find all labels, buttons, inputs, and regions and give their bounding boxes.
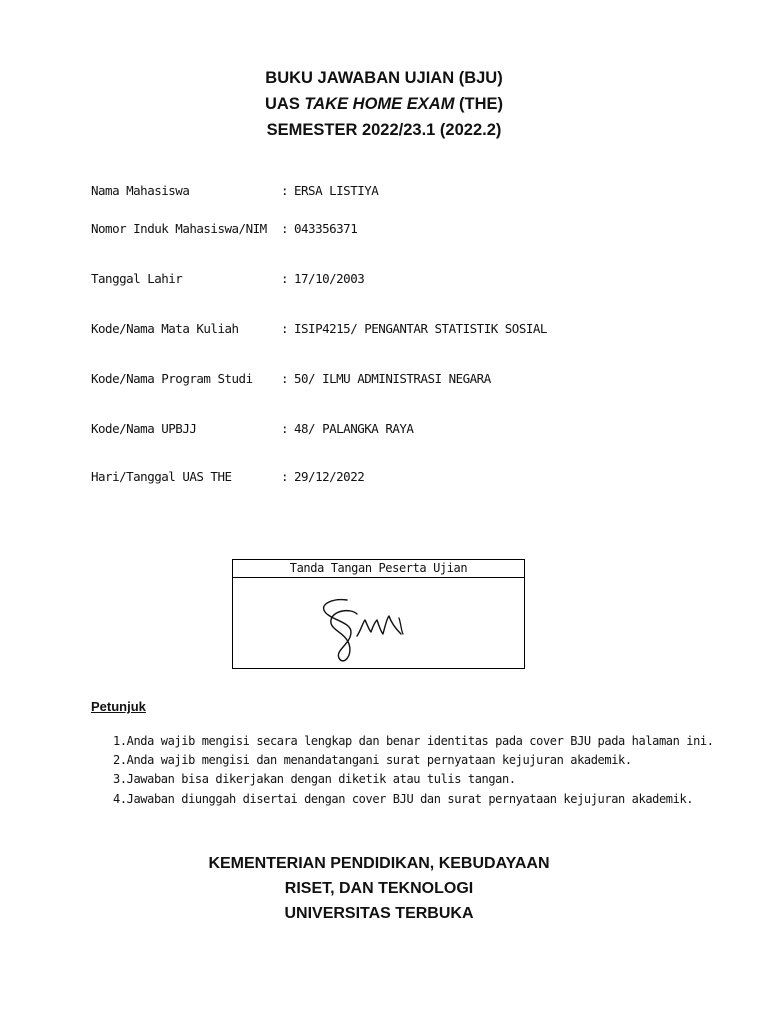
instruction-item: 3.Jawaban bisa dikerjakan dengan diketik atau tulis tangan. [113,772,516,786]
title-uas-the [0,94,768,114]
colon: : [281,371,289,386]
instruction-item: 1.Anda wajib mengisi secara lengkap dan benar identitas pada cover BJU pada halaman ini. [113,734,714,748]
colon: : [281,421,289,436]
colon: : [281,271,289,286]
signature-header: Tanda Tangan Peserta Ujian [233,560,524,578]
title-the-suffix: (THE) [454,95,504,113]
value-mata-kuliah: ISIP4215/ PENGANTAR STATISTIK SOSIAL [294,321,547,336]
colon: : [281,321,289,336]
colon: : [281,183,289,198]
label-nama-mahasiswa: Nama Mahasiswa [91,183,190,198]
label-program-studi: Kode/Nama Program Studi [91,371,253,386]
instruction-item: 2.Anda wajib mengisi dan menandatangani surat pernyataan kejujuran akademik. [113,753,632,767]
value-upbjj: 48/ PALANGKA RAYA [294,421,414,436]
title-bju: BUKU JAWABAN UJIAN (BJU) [265,69,503,87]
instructions-title: Petunjuk [91,699,146,714]
label-mata-kuliah: Kode/Nama Mata Kuliah [91,321,239,336]
footer-riset: RISET, DAN TEKNOLOGI [284,880,474,897]
footer-university: UNIVERSITAS TERBUKA [284,905,474,922]
value-program-studi: 50/ ILMU ADMINISTRASI NEGARA [294,371,491,386]
label-tanggal-uas: Hari/Tanggal UAS THE [91,469,232,484]
value-nama-mahasiswa: ERSA LISTIYA [294,183,379,198]
colon: : [281,469,289,484]
instruction-item: 4.Jawaban diunggah disertai dengan cover BJU dan surat pernyataan kejujuran akademik. [113,792,694,806]
title-take-home-exam: TAKE HOME EXAM [304,95,455,113]
label-tanggal-lahir: Tanggal Lahir [91,271,183,286]
title-uas-prefix: UAS [264,95,305,113]
signature-area [233,578,524,669]
label-nim: Nomor Induk Mahasiswa/NIM [91,221,267,236]
value-nim: 043356371 [294,221,358,236]
value-tanggal-lahir: 17/10/2003 [294,271,365,286]
handwritten-signature-icon [311,596,431,666]
signature-box [232,559,525,669]
label-upbjj: Kode/Nama UPBJJ [91,421,197,436]
footer-ministry: KEMENTERIAN PENDIDIKAN, KEBUDAYAAN [208,855,550,872]
value-tanggal-uas: 29/12/2022 [294,469,365,484]
colon: : [281,221,289,236]
title-semester: SEMESTER 2022/23.1 (2022.2) [266,121,502,139]
